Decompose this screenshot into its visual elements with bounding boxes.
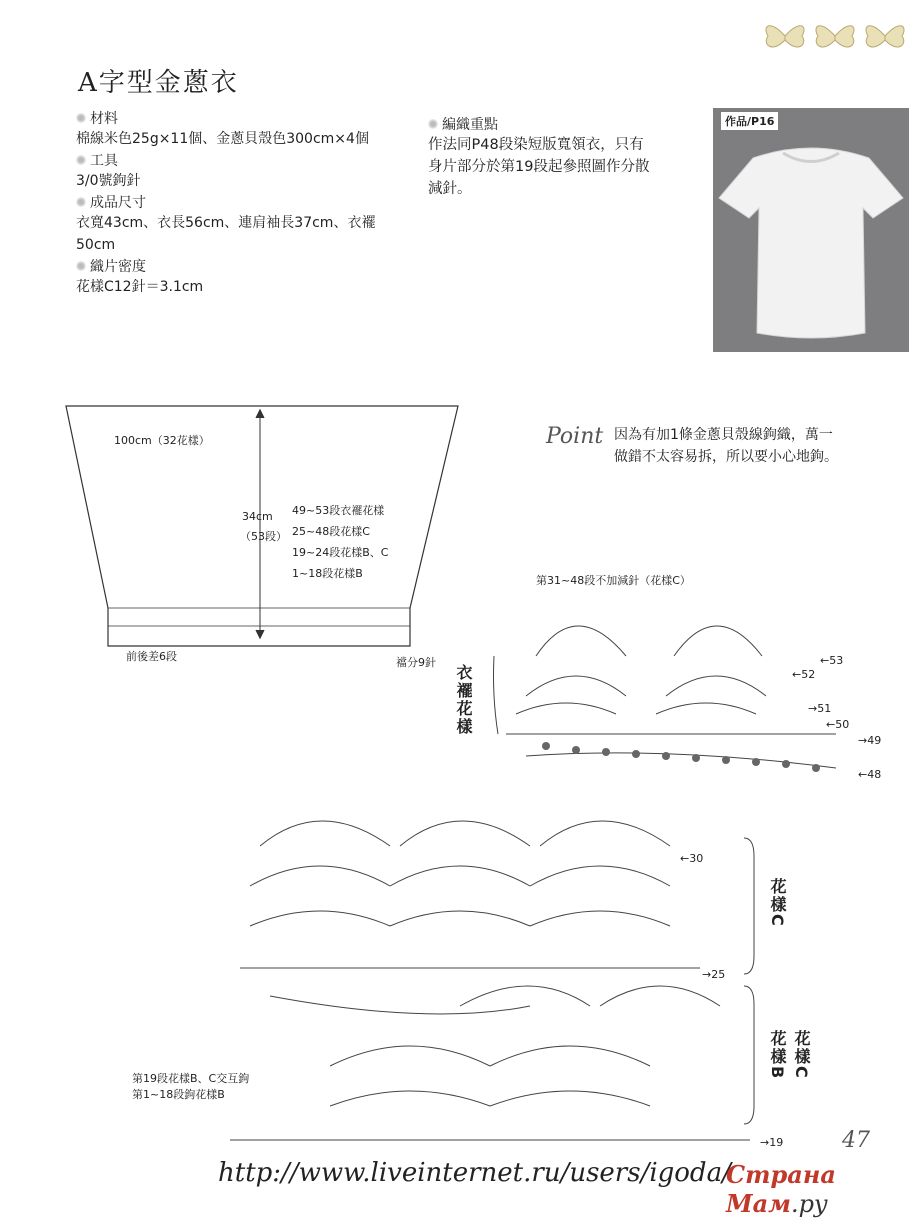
gauge-text: 花樣C12針＝3.1cm [76,279,204,295]
footer-url[interactable]: http://www.liveinternet.ru/users/igoda/ [218,1158,731,1188]
gauge-heading [76,256,416,276]
size-heading-text: 成品尺寸 [90,195,146,211]
fukubun-label: 襠分9針 [396,656,436,669]
row-range-1: 49~53段衣襬花樣 [292,504,385,517]
pattern-b-label: 花樣B [768,1030,787,1081]
knitting-points-heading-text: 編織重點 [442,117,498,133]
materials-text: 棉線米色25g×11個、金蔥貝殼色300cm×4個 [76,131,369,147]
knitting-points-heading [428,114,708,134]
point-line1: 因為有加1條金蔥貝殼線鉤織，萬一 [614,427,833,443]
chart-top-side-label: 衣襬花樣 [454,664,473,736]
page-title: A字型金蔥衣 [78,68,239,98]
footer-brand-suffix: .ру [790,1190,828,1218]
point-note [614,424,838,468]
photo-label: 作品/P16 [721,112,778,130]
height-cm: 34cm [242,510,273,523]
bullet-icon [76,197,86,207]
pattern-c-label-2: 花樣C [792,1030,811,1080]
chart-note-1: 第19段花樣B、C交互鉤 [132,1072,250,1085]
chart-top-caption: 第31~48段不加減針（花樣C） [536,574,691,587]
butterfly-decoration-icon [760,14,910,58]
chart-top-diagram [486,596,856,792]
size-text-1: 衣寬43cm、衣長56cm、連肩袖長37cm、衣襬 [76,215,376,231]
page-number: 47 [842,1128,870,1153]
chart-note-2: 第1~18段鉤花樣B [132,1088,225,1101]
footer-brand [726,1160,924,1218]
row-range-3: 19~24段花樣B、C [292,546,389,559]
point-line2: 做錯不太容易拆，所以要小心地鉤。 [614,449,838,465]
tools-text: 3/0號鉤針 [76,173,141,189]
size-heading [76,192,416,212]
bullet-icon [76,155,86,165]
front-back-diff: 前後差6段 [126,650,177,663]
width-label: 100cm（32花樣） [114,434,210,447]
height-rows: （53段） [240,530,287,543]
row-51: →51 [808,702,832,715]
footer-brand-text: Страна Мам [726,1160,836,1218]
row-range-4: 1~18段花樣B [292,567,363,580]
row-19: →19 [760,1136,784,1149]
row-48: ←48 [858,768,882,781]
row-52: ←52 [792,668,816,681]
knitting-points [428,114,708,200]
row-53: ←53 [820,654,844,667]
row-30: ←30 [680,852,704,865]
bullet-icon [76,261,86,271]
size-text-2: 50cm [76,237,116,253]
knitting-points-line1: 作法同P48段染短版寬領衣，只有 [428,137,644,153]
knitting-points-line3: 減針。 [428,181,472,197]
gauge-heading-text: 織片密度 [90,259,146,275]
row-range-2: 25~48段花樣C [292,525,370,538]
row-ranges [292,500,388,584]
row-50: ←50 [826,718,850,731]
info-block [76,108,416,298]
chart-bottom-brackets [740,836,764,1126]
bullet-icon [76,113,86,123]
knitting-points-line2: 身片部分於第19段起參照圖作分散 [428,159,650,175]
materials-heading [76,108,416,128]
product-photo [713,108,909,352]
row-49: →49 [858,734,882,747]
tools-heading-text: 工具 [90,153,118,169]
tools-heading [76,150,416,170]
materials-heading-text: 材料 [90,111,118,127]
sweater-illustration [713,108,909,352]
bullet-icon [428,119,438,129]
pattern-c-label: 花樣C [768,878,787,928]
point-script: Point [546,424,604,449]
chart-bottom-diagram [230,806,750,1150]
row-25: →25 [702,968,726,981]
